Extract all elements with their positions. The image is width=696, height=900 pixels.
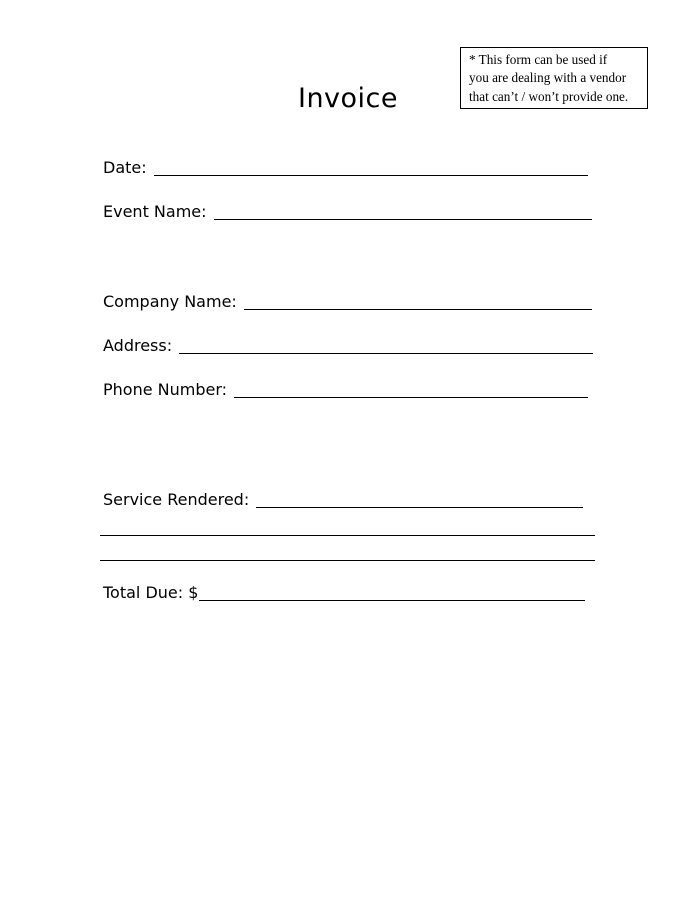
date-fill-line[interactable] [154, 175, 588, 176]
page-title: Invoice [297, 83, 399, 114]
field-row-address [103, 336, 593, 358]
address-label: Address: [103, 336, 173, 355]
date-label: Date: [103, 158, 147, 177]
field-row-service-rendered [103, 490, 583, 512]
field-row-company-name [103, 292, 592, 314]
vendor-note-line: * This form can be used if [469, 52, 608, 67]
event-name-fill-line[interactable] [214, 219, 592, 220]
vendor-note-line: you are dealing with a vendor [469, 70, 627, 86]
company-name-label: Company Name: [103, 292, 237, 311]
company-name-fill-line[interactable] [244, 309, 592, 310]
service-rendered-label: Service Rendered: [103, 490, 250, 509]
phone-number-label: Phone Number: [103, 380, 228, 399]
service-rendered-extra-line-1[interactable] [100, 535, 595, 536]
field-row-phone-number [103, 380, 588, 402]
field-row-total-due [103, 583, 585, 605]
phone-number-fill-line[interactable] [234, 397, 588, 398]
field-row-event-name [103, 202, 592, 224]
address-fill-line[interactable] [179, 353, 593, 354]
field-row-date [103, 158, 588, 180]
service-rendered-fill-line[interactable] [256, 507, 583, 508]
service-rendered-extra-line-2[interactable] [100, 560, 595, 561]
total-due-label: Total Due: $ [103, 583, 199, 602]
vendor-note-line: that can’t / won’t provide one. [469, 88, 629, 104]
vendor-note-box [460, 47, 648, 109]
total-due-fill-line[interactable] [199, 600, 585, 601]
event-name-label: Event Name: [103, 202, 207, 221]
